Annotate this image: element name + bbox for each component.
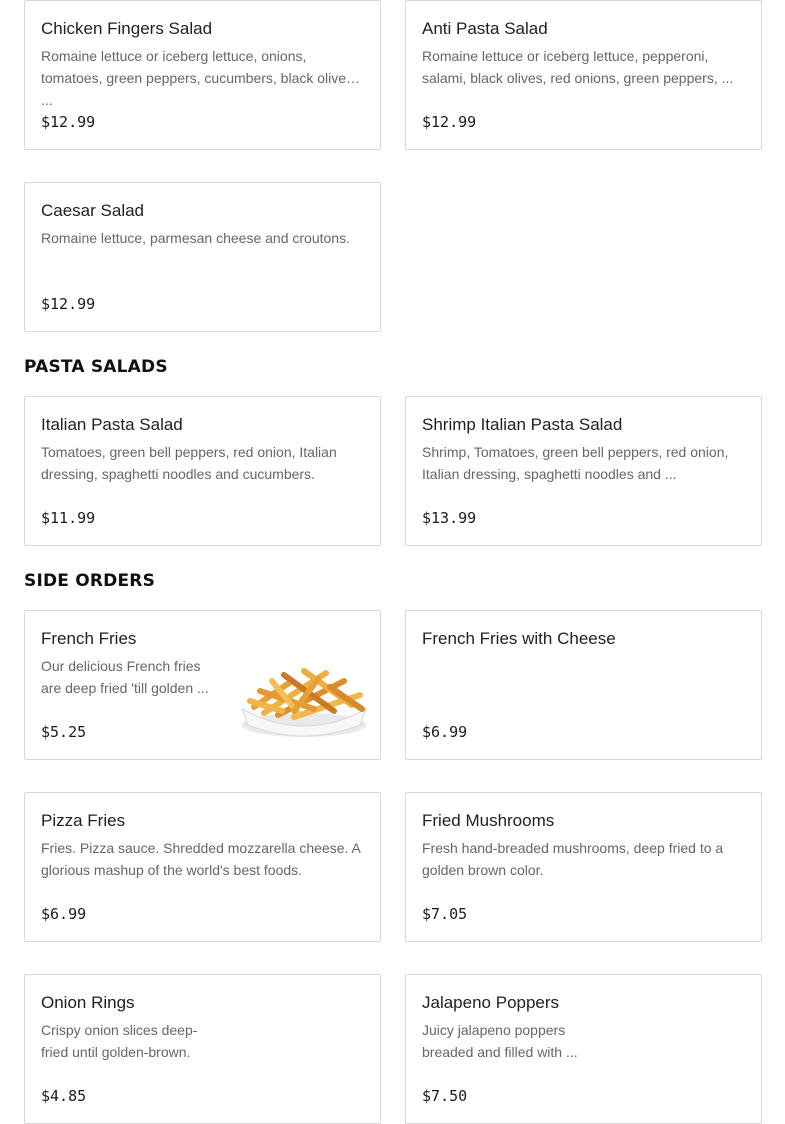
french-fries-photo — [234, 651, 374, 743]
section-heading-pasta-salads: PASTA SALADS — [24, 357, 168, 377]
section-heading-side-orders: SIDE ORDERS — [24, 571, 156, 591]
item-price: $6.99 — [422, 723, 468, 741]
item-price: $5.25 — [41, 723, 87, 741]
item-price: $7.05 — [422, 905, 468, 923]
item-description: Romaine lettuce or iceberg lettuce, onions, tomatoes, green peppers, cucumbers, black olives, ... — [41, 48, 357, 108]
item-price: $11.99 — [41, 509, 96, 527]
item-price: $13.99 — [422, 509, 477, 527]
item-description: Crispy onion slices deep-fried until golden-brown. — [41, 1022, 198, 1060]
item-title: French Fries with Cheese — [422, 629, 616, 648]
menu-item-card[interactable] — [24, 182, 381, 332]
item-price: $4.85 — [41, 1087, 87, 1105]
item-price: $12.99 — [41, 295, 96, 313]
menu-item-card[interactable] — [405, 0, 762, 150]
item-price: $12.99 — [422, 113, 477, 131]
item-title: Chicken Fingers Salad — [41, 19, 213, 38]
menu-item-card[interactable] — [24, 0, 381, 150]
item-title: Shrimp Italian Pasta Salad — [422, 415, 623, 434]
item-title: Fried Mushrooms — [422, 811, 555, 830]
item-description: Our delicious French fries are deep fried 'till golden ... — [41, 658, 209, 696]
menu-item-card[interactable] — [405, 396, 762, 546]
menu-item-card[interactable] — [24, 396, 381, 546]
item-title: Pizza Fries — [41, 811, 126, 830]
item-title: French Fries — [41, 629, 137, 648]
item-description: Fries. Pizza sauce. Shredded mozzarella cheese. A glorious mashup of the world's best foods. — [41, 840, 361, 878]
menu-item-card[interactable] — [405, 974, 762, 1124]
item-price: $7.50 — [422, 1087, 468, 1105]
menu-item-card[interactable] — [24, 974, 381, 1124]
item-title: Onion Rings — [41, 993, 135, 1012]
menu-item-card[interactable] — [24, 792, 381, 942]
menu-item-card[interactable] — [405, 792, 762, 942]
item-price: $12.99 — [41, 113, 96, 131]
item-description: Juicy jalapeno poppers breaded and filled with ... — [422, 1022, 578, 1060]
salads-grid — [24, 0, 761, 332]
item-title: Jalapeno Poppers — [422, 993, 560, 1012]
pasta-salads-grid — [24, 396, 761, 546]
menu-item-card[interactable] — [24, 610, 381, 760]
item-price: $6.99 — [41, 905, 87, 923]
item-title: Italian Pasta Salad — [41, 415, 183, 434]
item-description: Shrimp, Tomatoes, green bell peppers, red onion, Italian dressing, spaghetti noodles and ... — [422, 444, 729, 482]
item-title: Caesar Salad — [41, 201, 145, 220]
item-description: Tomatoes, green bell peppers, red onion, Italian dressing, spaghetti noodles and cucumbers. — [41, 444, 337, 482]
menu-item-card[interactable] — [405, 610, 762, 760]
item-title: Anti Pasta Salad — [422, 19, 548, 38]
side-orders-grid — [24, 610, 761, 1124]
item-description: Fresh hand-breaded mushrooms, deep fried to a golden brown color. — [422, 840, 724, 878]
item-description: Romaine lettuce or iceberg lettuce, pepperoni, salami, black olives, red onions, green peppers, ... — [422, 48, 734, 86]
item-description: Romaine lettuce, parmesan cheese and croutons. — [41, 230, 350, 246]
